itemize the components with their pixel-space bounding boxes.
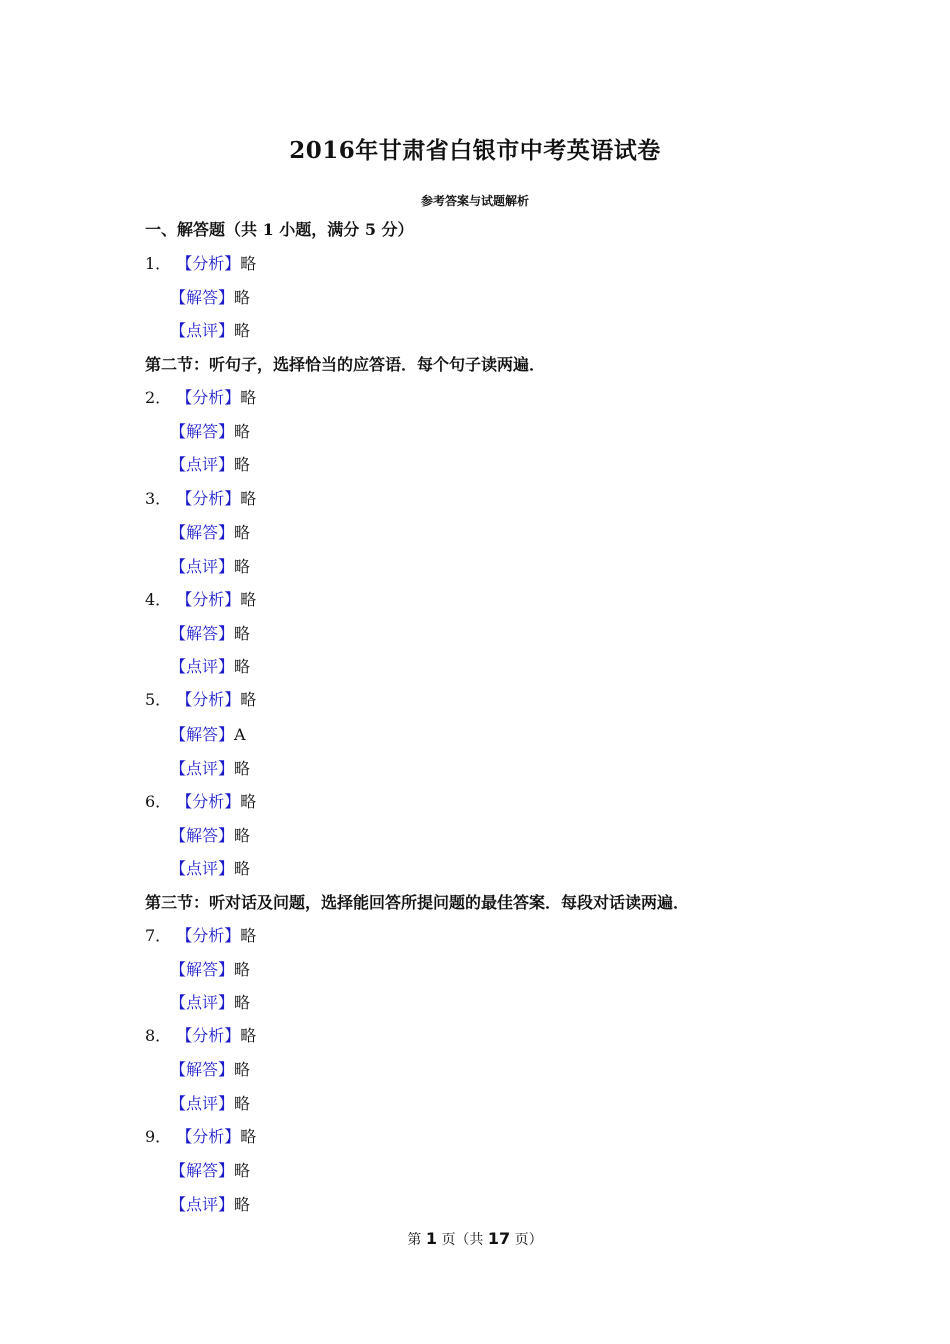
answer-text: A	[234, 725, 246, 744]
item-6-analysis	[145, 791, 256, 813]
analysis-text: 略	[240, 590, 257, 609]
analysis-label: 【分析】	[176, 926, 241, 945]
comment-label: 【点评】	[170, 1094, 235, 1113]
item-number: 1．	[145, 254, 172, 273]
section-heading-1: 一、解答题（共 1 小题，满分 5 分）	[145, 220, 414, 239]
comment-text: 略	[234, 859, 251, 878]
answer-label: 【解答】	[170, 1060, 235, 1079]
item-4-analysis	[145, 589, 256, 611]
item-1-answer	[170, 287, 250, 309]
comment-text: 略	[234, 1094, 251, 1113]
answer-label: 【解答】	[170, 624, 235, 643]
item-1-comment	[170, 320, 250, 342]
item-7-analysis	[145, 925, 256, 947]
comment-label: 【点评】	[170, 1195, 235, 1214]
item-2-comment	[170, 454, 250, 476]
answer-label: 【解答】	[170, 1161, 235, 1180]
comment-text: 略	[234, 993, 251, 1012]
page-title: 2016年甘肃省白银市中考英语试卷	[289, 137, 661, 164]
footer-suffix: 页）	[514, 1232, 543, 1248]
analysis-label: 【分析】	[176, 690, 241, 709]
section-heading-3: 第三节：听对话及问题，选择能回答所提问题的最佳答案．每段对话读两遍．	[145, 893, 690, 912]
analysis-label: 【分析】	[176, 1127, 241, 1146]
analysis-label: 【分析】	[176, 388, 241, 407]
comment-text: 略	[234, 759, 251, 778]
item-number: 2．	[145, 388, 172, 407]
item-number: 6．	[145, 792, 172, 811]
answer-text: 略	[234, 523, 251, 542]
comment-text: 略	[234, 657, 251, 676]
analysis-text: 略	[240, 254, 257, 273]
item-5-analysis	[145, 689, 256, 711]
page-subtitle: 参考答案与试题解析	[420, 194, 529, 208]
analysis-label: 【分析】	[176, 254, 241, 273]
analysis-text: 略	[240, 792, 257, 811]
item-9-comment	[170, 1194, 250, 1216]
comment-label: 【点评】	[170, 455, 235, 474]
comment-text: 略	[234, 321, 251, 340]
comment-label: 【点评】	[170, 657, 235, 676]
comment-text: 略	[234, 557, 251, 576]
analysis-label: 【分析】	[176, 489, 241, 508]
item-8-analysis	[145, 1025, 256, 1047]
answer-text: 略	[234, 422, 251, 441]
footer-page-number: 1	[425, 1229, 437, 1248]
item-7-answer	[170, 959, 250, 981]
item-number: 5．	[145, 690, 172, 709]
answer-text: 略	[234, 1060, 251, 1079]
comment-label: 【点评】	[170, 321, 235, 340]
item-2-analysis	[145, 387, 256, 409]
footer-prefix: 第	[407, 1232, 422, 1248]
analysis-label: 【分析】	[176, 1026, 241, 1045]
item-1-analysis	[145, 253, 256, 275]
item-4-comment	[170, 656, 250, 678]
item-9-answer	[170, 1160, 250, 1182]
analysis-label: 【分析】	[176, 792, 241, 811]
answer-label: 【解答】	[170, 422, 235, 441]
comment-text: 略	[234, 455, 251, 474]
answer-label: 【解答】	[170, 725, 235, 744]
answer-text: 略	[234, 288, 251, 307]
answer-label: 【解答】	[170, 826, 235, 845]
item-6-comment	[170, 858, 250, 880]
answer-text: 略	[234, 960, 251, 979]
answer-label: 【解答】	[170, 523, 235, 542]
analysis-text: 略	[240, 489, 257, 508]
comment-label: 【点评】	[170, 993, 235, 1012]
item-3-analysis	[145, 488, 256, 510]
item-8-comment	[170, 1093, 250, 1115]
item-number: 4．	[145, 590, 172, 609]
analysis-text: 略	[240, 1026, 257, 1045]
item-6-answer	[170, 825, 250, 847]
item-number: 8．	[145, 1026, 172, 1045]
item-number: 3．	[145, 489, 172, 508]
item-2-answer	[170, 421, 250, 443]
footer-total-pages: 17	[487, 1229, 511, 1248]
answer-text: 略	[234, 1161, 251, 1180]
analysis-text: 略	[240, 388, 257, 407]
item-4-answer	[170, 623, 250, 645]
answer-label: 【解答】	[170, 288, 235, 307]
page-footer	[0, 1229, 950, 1249]
item-7-comment	[170, 992, 250, 1014]
footer-middle: 页（共	[441, 1232, 484, 1248]
item-8-answer	[170, 1059, 250, 1081]
item-5-comment	[170, 758, 250, 780]
comment-label: 【点评】	[170, 759, 235, 778]
item-3-answer	[170, 522, 250, 544]
analysis-text: 略	[240, 1127, 257, 1146]
analysis-text: 略	[240, 926, 257, 945]
item-3-comment	[170, 556, 250, 578]
analysis-label: 【分析】	[176, 590, 241, 609]
comment-label: 【点评】	[170, 859, 235, 878]
answer-text: 略	[234, 624, 251, 643]
comment-label: 【点评】	[170, 557, 235, 576]
item-number: 7．	[145, 926, 172, 945]
answer-label: 【解答】	[170, 960, 235, 979]
item-number: 9．	[145, 1127, 172, 1146]
section-heading-2: 第二节：听句子，选择恰当的应答语．每个句子读两遍．	[145, 355, 546, 374]
analysis-text: 略	[240, 690, 257, 709]
item-9-analysis	[145, 1126, 256, 1148]
comment-text: 略	[234, 1195, 251, 1214]
answer-text: 略	[234, 826, 251, 845]
item-5-answer	[170, 724, 246, 746]
